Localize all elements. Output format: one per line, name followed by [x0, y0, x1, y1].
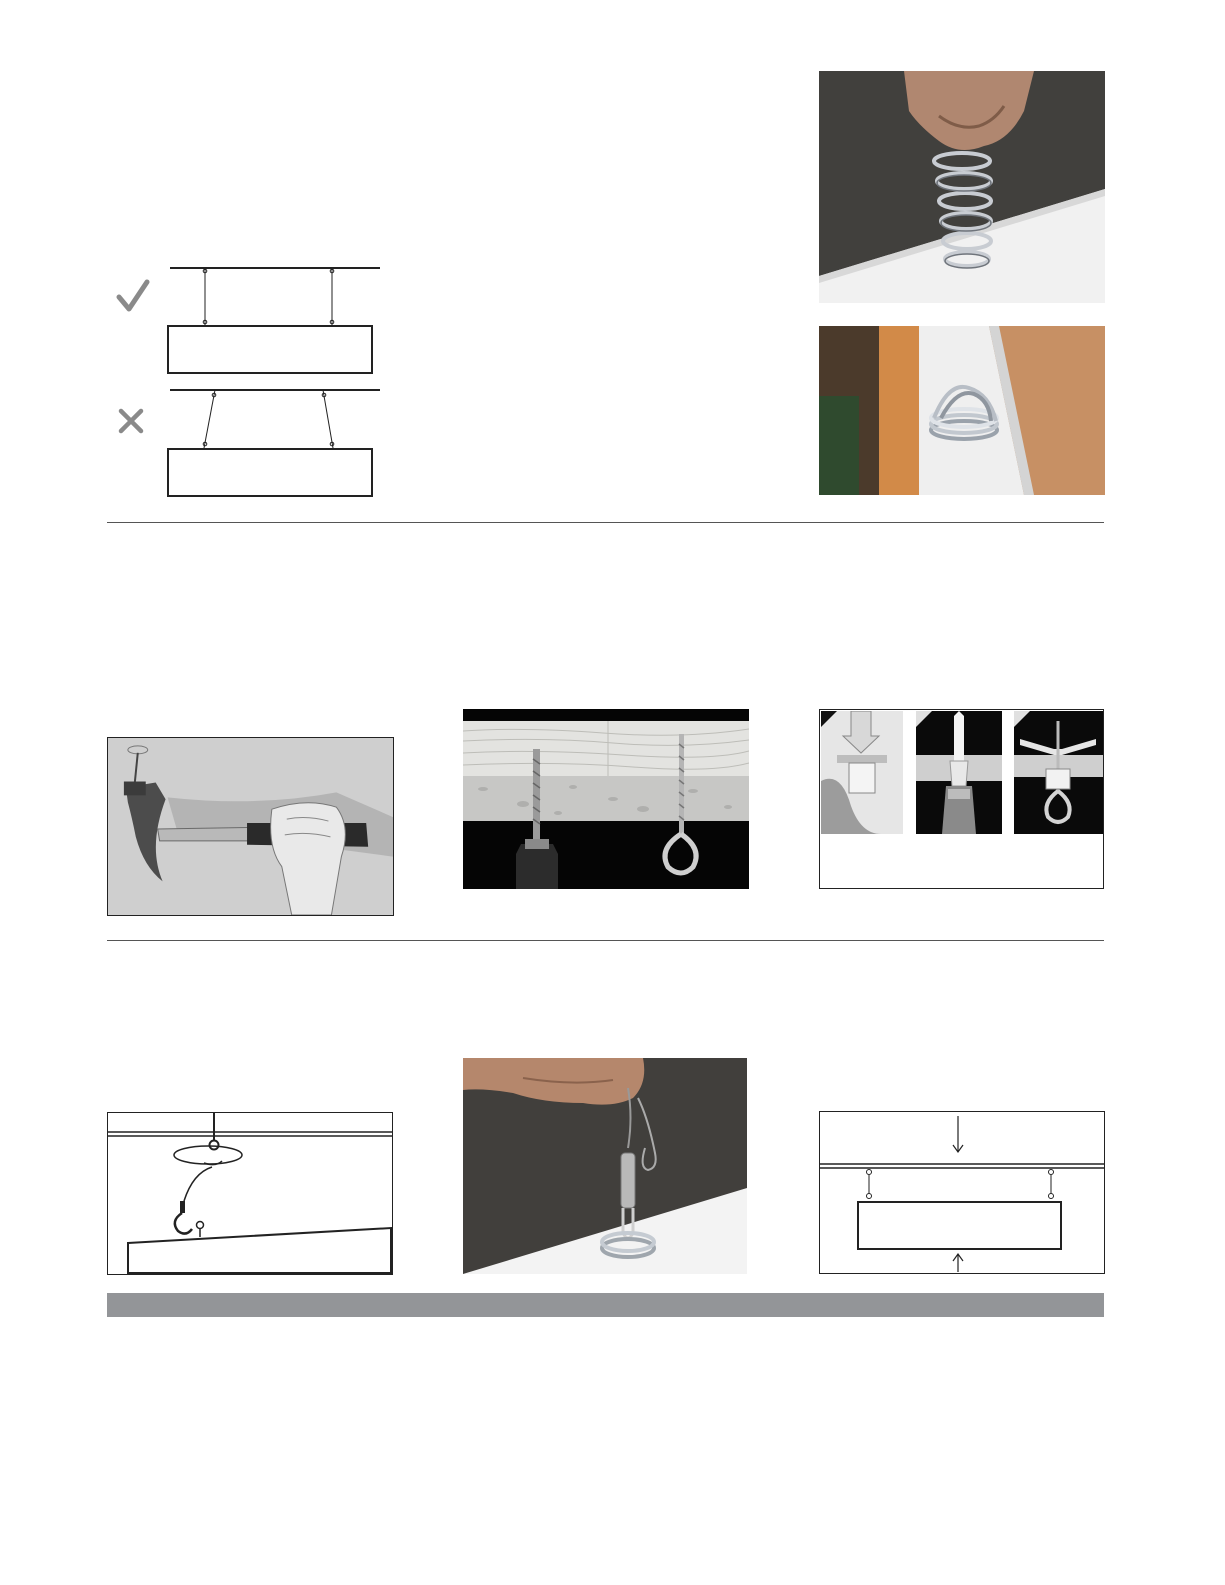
- spring-anchor-installed-photo: [819, 326, 1105, 495]
- section-divider-top: [107, 522, 1104, 523]
- section-bar: [107, 1293, 1104, 1317]
- cable-gripper-attach-photo: [463, 1058, 747, 1274]
- toggle-step-2: [916, 711, 1002, 834]
- drill-and-eye-screw-illustration: [463, 709, 749, 889]
- hook-attach-diagram: [107, 1112, 393, 1275]
- incorrect-hanging-diagram: [105, 385, 390, 505]
- section-divider-middle: [107, 940, 1104, 941]
- checkmark-icon: [119, 282, 147, 309]
- hammer-nail-photo: [107, 737, 394, 916]
- cross-icon: [121, 411, 141, 431]
- toggle-step-3: [1014, 711, 1103, 834]
- spring-anchor-insert-photo: [819, 71, 1105, 303]
- toggle-step-1: [821, 711, 903, 834]
- level-fixture-diagram: [819, 1111, 1105, 1274]
- correct-hanging-diagram: [105, 262, 390, 382]
- toggle-anchor-steps-illustration: [819, 709, 1104, 889]
